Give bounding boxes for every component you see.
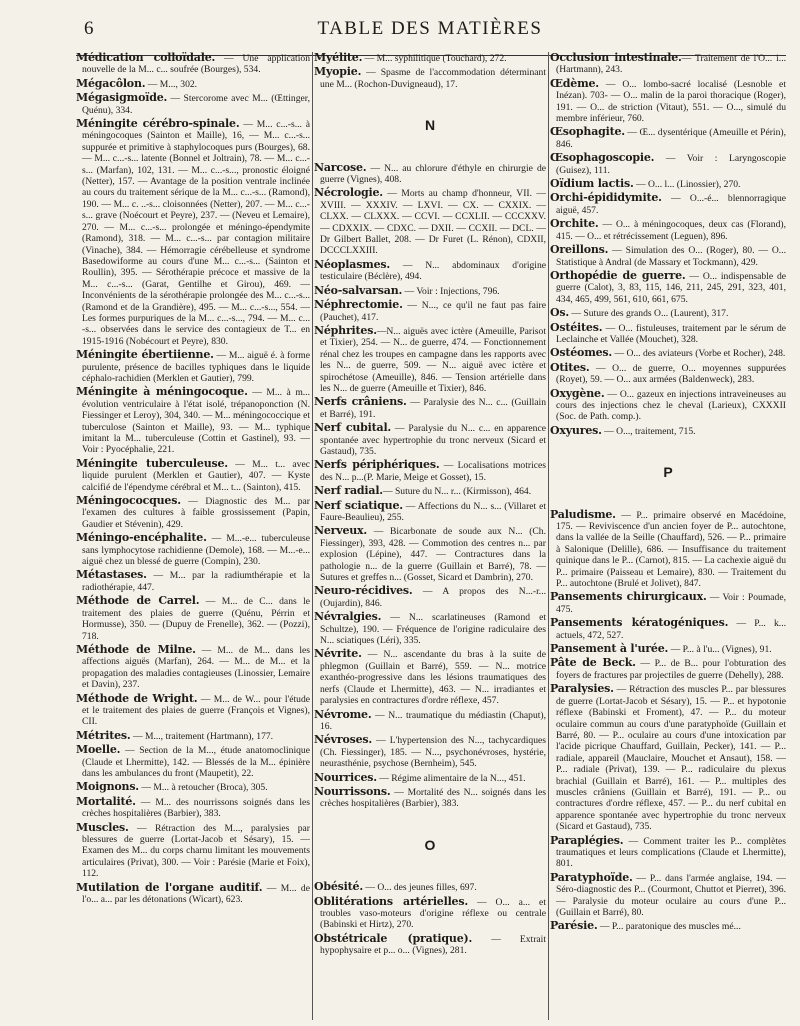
entry-text: — Voir : Poumade, 475. [556, 592, 786, 615]
index-entry [314, 500, 546, 524]
entry-heading: Nerf cubital. [314, 421, 392, 435]
entry-text: — Suture du N... r... (Kirmisson), 464. [382, 486, 532, 498]
entry-text: — O...-é... blennorragique aiguë, 457. [556, 193, 786, 216]
index-entry [314, 772, 546, 784]
index-column-2 [314, 52, 546, 1020]
entry-heading: Méthode de Wright. [76, 691, 198, 705]
entry-text: —N... aiguës avec ictère (Ameuille, Parisot et Tixier), 254. — N... de guerre, 474. — Fonctionnement rénal chez les troupes en campagne dans les rapports avec les N... de guerre, 509. — N... aiguë avec ictère et spirochétose (Ameuille), 846. — Tension artérielle dans les N... de guerre (Ameuille et Tixier), 846. [320, 325, 546, 394]
running-title: TABLE DES MATIÈRES [317, 18, 543, 39]
index-entry [314, 299, 546, 323]
index-entry [550, 920, 786, 932]
index-entry [314, 881, 546, 893]
entry-heading: Névrome. [314, 707, 372, 721]
index-entry [550, 322, 786, 346]
index-entry [76, 92, 310, 116]
index-entry [550, 643, 786, 655]
entry-heading: Orchite. [550, 217, 599, 231]
entry-heading: Moignons. [76, 780, 139, 794]
entry-text: — Régime alimentaire de la N..., 451. [376, 772, 526, 784]
entry-text: — O... l... (Linossier), 270. [633, 179, 741, 191]
index-entry [76, 595, 310, 642]
entry-heading: Méningite cérébro-spinale. [76, 117, 240, 131]
index-entry [76, 882, 310, 906]
index-entry [314, 525, 546, 583]
entry-text: — Rétraction des muscles P... par blessures de guerre (Lortat-Jacob et Sésary), 15. — P... et hypotonie réflexe (Babinski et Froment), 47. — P... du moteur oculaire commun au cours d'une paratyphoïde (Guillain et Barré, 80. — P... oculaire au cours d'une intoxication par l'acide picrique Chauffard, Guillain, Pecker), 141. — P... radiale, appareil (Mauclaire, Mouchet et Ansaut), 158. — P... radiale (Privat), 139. — P... radiculaire du plexus brachial (Guillain et Barré), 161. — P... multiples des muscles crâniens (Guillain et Barré), 191. — P... ou contractures d'ordre réflexe, 457. — P... du nerf cubital en apparence spontanée avec hypertrophie du tronc nerveux (Sicard et Gastaud), 735. [556, 684, 786, 833]
entry-heading: Oreillons. [550, 243, 609, 257]
entry-heading: Pansement à l'urée. [550, 642, 669, 656]
entry-text: — Simulation des O... (Roger), 80. — O... Statistique à Andral (de Massary et Tockmann), 429. [556, 245, 786, 268]
entry-text: — Œ... dysentérique (Ameuille et Périn), 846. [556, 127, 786, 150]
entry-heading: Paraplégies. [550, 833, 624, 847]
entry-heading: Méningite ébertiienne. [76, 348, 214, 362]
entry-text: — M...-e... tuberculeuse sans lymphocytose rachidienne (Demole), 168. — M...-e... aiguë chez un blessé de guerre (Compin), 230. [82, 533, 310, 568]
index-entry [314, 786, 546, 810]
index-entry [550, 192, 786, 216]
entry-text: — M... t... avec liquide purulent (Merklen et Gautier), 407. — Kyste calcifié de l'épendyme cérébral et M... t... (Sainton), 415. [82, 458, 310, 493]
entry-text: — O..., traitement, 715. [601, 425, 696, 437]
section-letter: N [424, 117, 436, 134]
entry-heading: Méningo-encéphalite. [76, 531, 207, 545]
entry-heading: Néo-salvarsan. [314, 283, 403, 297]
entry-text: — M... des nourrissons soignés dans les crèches hospitalières (Barbier), 383. [82, 796, 310, 820]
index-column-3 [550, 52, 786, 1020]
entry-heading: Oxyures. [550, 423, 602, 437]
entry-text: — N... abdominaux d'origine testiculaire (Béclère), 494. [320, 259, 546, 283]
entry-text: — Affections du N... s... (Villaret et Faure-Beaulieu), 255. [320, 500, 546, 523]
entry-text: — L'hypertension des N..., tachycardiques (Ch. Fiessinger), 185. — N..., psychonévroses, hystérie, neurasthénie, psychose (Bernheim), 545. [320, 735, 546, 770]
index-entry [550, 509, 786, 590]
index-entry [76, 532, 310, 567]
entry-text: — Paralysie du N... c... en apparence spontanée avec hypertrophie du tronc nerveux (Sicard et Gastaud), 735. [320, 423, 546, 457]
entry-heading: Ostéomes. [550, 346, 613, 360]
entry-heading: Narcose. [314, 160, 367, 174]
index-entry [76, 796, 310, 820]
entry-heading: Orchi-épididymite. [550, 191, 662, 205]
column-divider [548, 52, 549, 1020]
index-entry [550, 362, 786, 386]
entry-heading: Obésité. [314, 880, 363, 894]
column-divider [312, 52, 313, 1020]
entry-text: — P... paratonique des muscles mé... [597, 921, 741, 933]
index-entry [314, 422, 546, 457]
entry-text: — Comment traiter les P... complètes traumatiques et leurs complications (Claude et Lhermitte), 801. [556, 835, 786, 870]
index-column-1 [76, 52, 310, 1020]
entry-text: — M... de M... dans les affections aiguës (Marfan), 264. — M... de M... et la propagation des maladies contagieuses (Linossier, Lemaire et Davin), 237. [82, 644, 310, 691]
index-entry [550, 270, 786, 305]
index-entry [550, 307, 786, 319]
entry-heading: Nourrices. [314, 770, 377, 784]
index-entry [76, 78, 310, 90]
entry-heading: Parésie. [550, 919, 598, 933]
entry-text: — A propos des N...-r... (Oujardin), 846. [320, 586, 546, 609]
index-entry [550, 152, 786, 176]
index-entry [550, 872, 786, 919]
index-entry [550, 591, 786, 615]
entry-text: — N... ascendante du bras à la suite de phlegmon (Guillain et Barré), 559. — N... motrice exanthéo-progressive dans les lésions traumatiques des nerfs (Claude et Lhermitte), 463. — N... irradiantes et paralysies en contractures d'ordre réflexe, 457. [320, 649, 546, 707]
entry-heading: Nécrologie. [314, 186, 383, 200]
entry-text: — M... à m... évolution ventriculaire à l'état isolé, trépanoponction (N. Fiessinger et Leroy), 304, 340. — M... méningococcique et tuberculose (Sainton et Maille), 93. — M... typhique imitant la M... tuberculeuse (Cottin et Gastinel), 93. — Voir : Pyocéphalie, 221. [82, 387, 310, 456]
entry-text: — Une application nouvelle de la M... c... soufrée (Bourges), 534. [82, 53, 310, 76]
entry-text: — P... à l'u... (Vignes), 91. [668, 644, 772, 656]
index-entry [550, 126, 786, 150]
entry-heading: Méthode de Carrel. [76, 594, 200, 608]
entry-heading: Œsophagite. [550, 125, 625, 139]
entry-text: — Spasme de l'accommodation déterminant une M... (Rochon-Duvigneaud), 17. [320, 67, 546, 90]
index-entry [76, 730, 310, 742]
index-entry [76, 781, 310, 793]
entry-heading: Méthode de Milne. [76, 642, 196, 656]
index-entry [550, 218, 786, 242]
entry-text: — O... à méningocoques, deux cas (Florand), 415. — O... et rétrécissement (Leguen), 896. [556, 219, 786, 242]
index-entry [550, 244, 786, 268]
entry-heading: Névralgies. [314, 610, 382, 624]
index-entry [76, 644, 310, 691]
entry-heading: Otites. [550, 360, 590, 374]
index-entry [550, 683, 786, 832]
entry-heading: Métastases. [76, 568, 147, 582]
entry-text: — P... primaire observé en Macédoine, 175. — Reviviscence d'un ancien foyer de P... autochtone, dans la vallée de la Seille (Chauffard), 526. — P... primaire à Salonique (Delille), 686. — Insuffisance du traitement quinique dans le P... (Carnot), 815. — La cachexie aiguë du P... primaire (Paisseau et Lemaire), 830. — Traitement du P... autochtone (Brulé et Jolivet), 847. [556, 509, 786, 590]
index-entry [314, 187, 546, 256]
entry-text: — P... dans l'armée anglaise, 194. — Séro-diagnostic des P... (Courmont, Chuttot et Pierret), 396. — Paralysie du moteur oculaire au cours d'une P... (Guillain et Barré), 80. [556, 872, 786, 918]
entry-heading: Orthopédie de guerre. [550, 268, 686, 282]
entry-text: — P... de B... pour l'obturation des foyers de fractures par projectiles de guerre (Dehelly), 288. [556, 658, 786, 681]
entry-heading: Nerf sciatique. [314, 498, 403, 512]
index-entry [314, 396, 546, 420]
index-entry [76, 386, 310, 455]
entry-heading: Oïdium lactis. [550, 177, 634, 191]
entry-text: — M... par la radiumthérapie et la radiothérapie, 447. [82, 570, 310, 593]
entry-heading: Moelle. [76, 743, 121, 757]
entry-heading: Néphrites. [314, 323, 377, 337]
entry-heading: Nerfs périphériques. [314, 458, 440, 472]
index-entry [550, 52, 786, 76]
entry-text: — Suture des grands O... (Laurent), 317. [569, 308, 729, 320]
entry-text: — P... k... actuels, 472, 527. [556, 618, 786, 641]
entry-heading: Obstétricale (pratique). [314, 931, 473, 945]
index-entry [314, 459, 546, 483]
entry-heading: Paralysies. [550, 682, 614, 696]
entry-text: — O... des jeunes filles, 697. [362, 882, 477, 894]
entry-text: — O... a... et troubles vaso-moteurs d'origine réflexe ou centrale (Babinski et Hirtz), 270. [320, 896, 546, 931]
entry-text: — N... traumatique du médiastin (Chaput), 16. [320, 709, 546, 732]
entry-text: — M... aiguë é. à forme purulente, présence de bacilles typhiques dans le liquide céphalo-rachidien (Merklen et Gautier), 799. [82, 350, 310, 384]
entry-heading: Mutilation de l'organe auditif. [76, 880, 263, 894]
entry-heading: Mortalité. [76, 794, 136, 808]
index-entry [314, 709, 546, 733]
entry-heading: Néoplasmes. [314, 257, 391, 271]
entry-text: — Extrait hypophysaire et p... o... (Vignes), 281. [320, 933, 546, 957]
entry-heading: Ostéites. [550, 320, 603, 334]
entry-heading: Muscles. [76, 820, 129, 834]
entry-text: — O... gazeux en injections intraveineuses au cours des injections chez le cheval (Larieux), CXXXII (Soc. de Path. comp.). [556, 388, 786, 423]
entry-text: — Mortalité des N... soignés dans les crèches hospitalières (Barbier), 383. [320, 786, 546, 810]
entry-text: — Voir : Laryngoscopie (Guisez), 111. [556, 153, 786, 176]
entry-text: — N..., ce qu'il ne faut pas faire (Pauchet), 417. [320, 300, 546, 323]
entry-text: — Localisations motrices des N... p...(P. Marie, Meige et Gosset), 15. [320, 460, 546, 483]
entry-text: — Voir : Injections, 796. [402, 285, 500, 297]
entry-heading: Nerveux. [314, 524, 368, 538]
entry-text: — O... indispensable de guerre (Calot), 3, 83, 115, 146, 211, 245, 291, 323, 401, 434, 465, 499, 561, 610, 661, 675. [556, 270, 786, 305]
entry-heading: Oxygène. [550, 386, 605, 400]
entry-heading: Pâte de Beck. [550, 656, 636, 670]
entry-heading: Médication colloïdale. [76, 52, 216, 64]
entry-heading: Oblitérations artérielles. [314, 894, 468, 908]
entry-text: — M... de l'o... a... par les détonations (Wicart), 623. [82, 882, 310, 906]
entry-text: — N... au chlorure d'éthyle en chirurgie de guerre (Vignes), 408. [320, 162, 546, 186]
entry-heading: Occlusion intestinale. [550, 52, 682, 64]
index-entry [314, 585, 546, 609]
entry-text: — O... de guerre, O... moyennes suppurées (Royet), 59. — O... aux armées (Baldenweck), 283. [556, 362, 786, 386]
entry-text: — M... de W... pour l'étude et le traitement des plaies de guerre (François et Vignes), CII. [82, 693, 310, 728]
entry-heading: Néphrectomie. [314, 298, 403, 312]
index-entry [314, 325, 546, 394]
entry-text: — M..., traitement (Hartmann), 177. [130, 730, 274, 742]
index-entry [76, 822, 310, 880]
index-entry [550, 425, 786, 437]
page-header [0, 14, 800, 48]
index-entry [76, 52, 310, 76]
index-entry [550, 388, 786, 423]
index-entry [550, 78, 786, 125]
entry-heading: Nerf radial. [314, 484, 383, 498]
index-entry [550, 617, 786, 641]
entry-heading: Paratyphoïde. [550, 870, 633, 884]
entry-heading: Névrite. [314, 647, 362, 661]
entry-text: — Bicarbonate de soude aux N... (Ch. Fiessinger), 393, 428. — Commotion des centres n... par explosion (Lépine), 447. — Contractures dans la pathologie n... de la guerre (Guillain et Barré), 78. — Sutures et greffes n... (Gosset, Sicard et Dambrin), 270. [320, 526, 546, 584]
entry-heading: Paludisme. [550, 507, 616, 521]
entry-text: — O... des aviateurs (Vorbe et Rocher), 248. [612, 348, 786, 360]
entry-heading: Pansements chirurgicaux. [550, 590, 707, 604]
entry-text: — M... syphilitique (Touchard), 272. [362, 53, 507, 64]
entry-heading: Os. [550, 306, 570, 320]
entry-heading: Nourrissons. [314, 784, 391, 798]
entry-text: — Diagnostic des M... par l'examen des cultures à faible grossissement (Papin, Gaudier et Stévenin), 429. [82, 496, 310, 530]
entry-text: — N... scarlatineuses (Ramond et Schultze), 190. — Fréquence de l'origine radiculaire des N... sciatiques (Léri), 335. [320, 612, 546, 647]
entry-heading: Méningite à méningocoque. [76, 385, 248, 399]
page-number: 6 [84, 18, 94, 39]
entry-heading: Névroses. [314, 733, 372, 747]
entry-heading: Œdème. [550, 76, 599, 90]
index-entry [76, 118, 310, 347]
entry-heading: Œsophagoscopie. [550, 151, 655, 165]
index-entry [314, 485, 546, 497]
section-letter: O [424, 836, 436, 853]
entry-heading: Pansements kératogéniques. [550, 616, 729, 630]
index-entry [314, 611, 546, 646]
entry-text: — Rétraction des M..., paralysies par blessures de guerre (Lortat-Jacob et Sésary), 15. — Examen des M... du corps charnu limitant les mouvements articulaires (Privat), 300. — Voir : Parésie (Marie et Foix), 112. [82, 822, 310, 880]
entry-heading: Méningite tuberculeuse. [76, 456, 228, 470]
index-entry [76, 744, 310, 779]
entry-heading: Métrites. [76, 728, 131, 742]
index-entry [76, 458, 310, 493]
entry-text: — Stercorome avec M... (Œttinger, Quénu), 334. [82, 93, 310, 116]
entry-heading: Mégasigmoïde. [76, 91, 168, 105]
index-entry [314, 52, 546, 64]
index-entry [314, 66, 546, 90]
index-entry [76, 693, 310, 728]
entry-heading: Méningococques. [76, 494, 181, 508]
entry-heading: Neuro-récidives. [314, 584, 413, 598]
entry-text: — O... fistuleuses, traitement par le sérum de Leclainche et Vallée (Mouchet), 328. [556, 322, 786, 345]
entry-text: — Paralysie des N... c... (Guillain et Barré), 191. [320, 397, 546, 420]
entry-text: — O... lombo-sacré localisé (Lesnoble et Inézan). 703- — O... malin de la paroi thoracique (Roger), 191. — O... de striction (Vitaut), 551. — O..., simulé du membre inférieur, 760. [556, 78, 786, 125]
section-letter: P [663, 464, 673, 481]
index-entry [314, 896, 546, 931]
index-entry [314, 162, 546, 186]
index-entry [314, 285, 546, 297]
entry-heading: Nerfs crâniens. [314, 395, 407, 409]
index-entry [314, 648, 546, 706]
index-entry [550, 347, 786, 359]
index-entry [314, 734, 546, 769]
entry-text: — M... c...-s... à méningocoques (Sainton et Maille), 16, — M... c...-s... suppurée et primitive à staphylocoques purs (Bourges), 68. — M... c...-s... latente (Bonnel et Joltrain), 78. — M... c...-s... (Marfan), 102, 131. — M... c...-s..., pronostic éloigné (Netter), 157. — Avantage de la position ventrale inclinée au cours du traitement sérique de la M... c...-s... (Ramond), 190. — M... c. ..-s... cloisonnées (Netter), 207. — M... c...-s... grave (Noécourt et Peyre), 237. — (Neveu et Lemaire), 270. — M... c...-s... prolongée et méningo-épendymite (Ramond), 318. — M... c...-s... par contagion militaire (Vinache), 384. — Hémorragie cérébelleuse et syndrome Basedowiforme au cours d'une M... c...-s... (Sainton et Roullin), 395. — Sérothérapie précoce et massive de la M... c...-s... (Garat, Gentilhe et Girou), 469. — Inconvénients de la sérothérapie prolongée des M... c...-s... (Ramond et de la Grandière), 495. — M... c...-s..., 554. — Les formes purpuriques de la M... c...-s..., 794. — M... c... -s... observées dans le service des contagieux de T... en 1915-1916 (Nobécourt et Peyre), 830. [82, 119, 310, 347]
entry-text: — M... à retoucher (Broca), 305. [138, 782, 268, 794]
entry-text: — Morts au champ d'honneur, VII. — XVIII. — XXXIV. — LXVI. — CX. — CXXIX. — CLXX. — CLXXX. — CCVI. — CCXLII. — CCCXXV. — CDXXIX. — CDXC. — DXII. — CCXII. — DCL. — Dr Gilbert Ballet, 208. — Dr Furet (L. Rénon), CDXII, DCCCLXXIII. [320, 188, 546, 257]
entry-heading: Myopie. [314, 65, 362, 79]
index-entry [76, 569, 310, 593]
index-entry [550, 657, 786, 681]
entry-heading: Myélite. [314, 52, 363, 64]
entry-heading: Mégacôlon. [76, 76, 146, 90]
index-entry [76, 349, 310, 384]
index-entry [314, 259, 546, 283]
index-entry [76, 495, 310, 530]
index-entry [550, 178, 786, 190]
entry-text: — M..., 302. [145, 78, 198, 90]
entry-text: — Traitement de l'O... i... (Hartmann), 243. [556, 53, 786, 76]
index-entry [550, 835, 786, 870]
entry-text: — Section de la M..., étude anatomoclinique (Claude et Lhermitte), 142. — Blessés de la M... épinière dans les ambulances du front (Maupetit), 22. [82, 745, 310, 779]
entry-text: — M... de C... dans le traitement des plaies de guerre (Quénu, Pérrin et Hormusse), 350. — (Dupuy de Frenelle), 362. — (Pozzi), 718. [82, 596, 310, 642]
index-entry [314, 933, 546, 957]
